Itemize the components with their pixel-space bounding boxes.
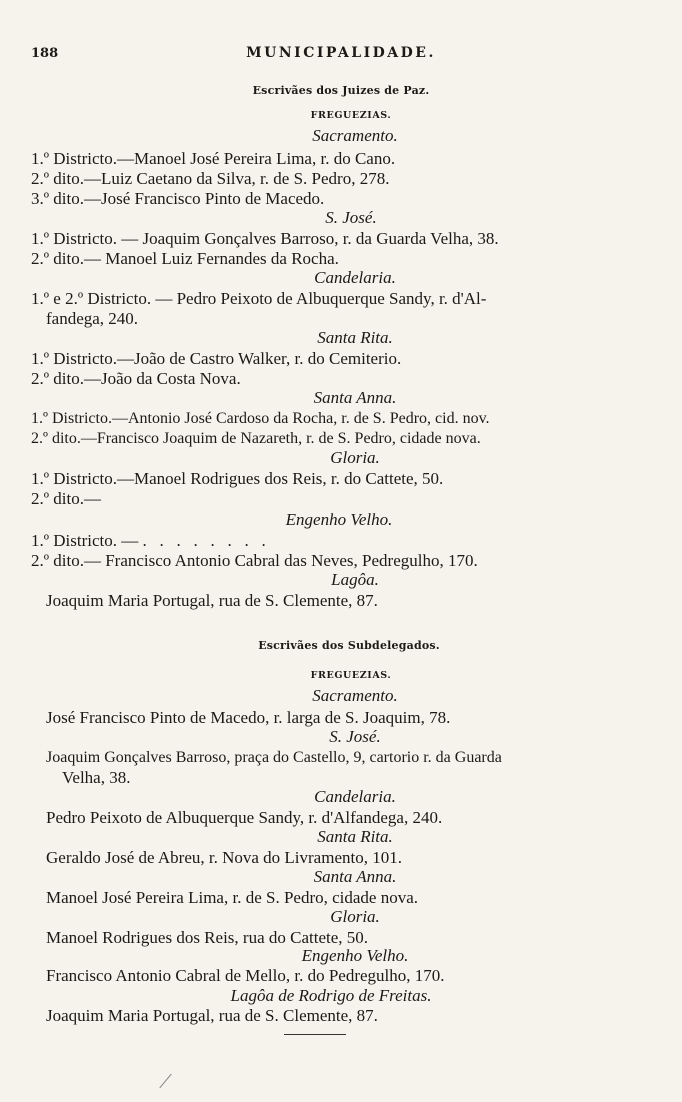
entry-line: 2.º dito.—Luiz Caetano da Silva, r. de S. Pedro, 278. (31, 169, 390, 188)
parish-heading: Candelaria. (314, 268, 396, 287)
entry-line: 1.º Districto.—Manoel José Pereira Lima, r. do Cano. (31, 149, 396, 168)
parish-heading: Candelaria. (314, 787, 396, 806)
entry-line: 3.º dito.—José Francisco Pinto de Macedo. (31, 189, 325, 208)
parish-heading: Santa Anna. (313, 388, 397, 407)
entry-line: 1.º Districto. — Joaquim Gonçalves Barroso, r. da Guarda Velha, 38. (31, 229, 499, 248)
entry-line: 2.º dito.— Francisco Antonio Cabral das Neves, Pedregulho, 170. (31, 551, 478, 570)
entry-line: Manoel José Pereira Lima, r. de S. Pedro, cidade nova. (46, 888, 419, 907)
parish-heading: Engenho Velho. (285, 510, 393, 529)
freguezias-label: FREGUEZIAS. (310, 670, 392, 681)
entry-line: Joaquim Maria Portugal, rua de S. Clemente, 87. (46, 1006, 378, 1025)
parish-heading: Sacramento. (312, 686, 398, 705)
parish-heading: S. José. (329, 727, 381, 746)
page-number: 188 (31, 46, 59, 61)
section-heading-juizes-de-paz: Escrivães dos Juizes de Paz. (252, 84, 430, 97)
parish-heading: Santa Rita. (317, 827, 393, 846)
entry-line: 2.º dito.— (31, 489, 101, 508)
parish-heading: Santa Anna. (313, 867, 397, 886)
entry-line: 1.º Districto.—João de Castro Walker, r. do Cemiterio. (31, 349, 402, 368)
closing-rule (284, 1034, 346, 1035)
entry-line: José Francisco Pinto de Macedo, r. larga de S. Joaquim, 78. (46, 708, 451, 727)
entry-line: Joaquim Maria Portugal, rua de S. Clemente, 87. (46, 591, 378, 610)
entry-line: 2.º dito.—João da Costa Nova. (31, 369, 241, 388)
freguezias-label: FREGUEZIAS. (310, 110, 392, 121)
entry-line: Pedro Peixoto de Albuquerque Sandy, r. d'Alfandega, 240. (46, 808, 443, 827)
entry-line: 1.º e 2.º Districto. — Pedro Peixoto de Albuquerque Sandy, r. d'Al- (31, 289, 487, 308)
parish-heading: Engenho Velho. (301, 946, 409, 965)
entry-line: 2.º dito.—Francisco Joaquim de Nazareth, r. de S. Pedro, cidade nova. (31, 430, 481, 447)
entry-line: Joaquim Gonçalves Barroso, praça do Castello, 9, cartorio r. da Guarda (46, 749, 502, 766)
parish-heading: S. José. (325, 208, 377, 227)
entry-line: Geraldo José de Abreu, r. Nova do Livramento, 101. (46, 848, 402, 867)
parish-heading: Gloria. (330, 907, 380, 926)
parish-heading: Gloria. (330, 448, 380, 467)
entry-line: 2.º dito.— Manoel Luiz Fernandes da Rocha. (31, 249, 339, 268)
section-heading-subdelegados: Escrivães dos Subdelegados. (258, 639, 440, 652)
entry-line: Manoel Rodrigues dos Reis, rua do Cattete, 50. (46, 928, 369, 947)
entry-line: Francisco Antonio Cabral de Mello, r. do Pedregulho, 170. (46, 966, 445, 985)
parish-heading: Lagôa de Rodrigo de Freitas. (230, 986, 432, 1005)
entry-line: Velha, 38. (62, 768, 131, 787)
parish-heading: Lagôa. (331, 570, 379, 589)
running-title: MUNICIPALIDADE. (246, 45, 436, 61)
parish-heading: Sacramento. (312, 126, 398, 145)
entry-line: 1.º Districto. — . . . . . . . . (31, 531, 266, 550)
ink-mark (159, 1074, 171, 1088)
entry-line: 1.º Districto.—Manoel Rodrigues dos Reis, r. do Cattete, 50. (31, 469, 444, 488)
entry-line: fandega, 240. (46, 309, 139, 328)
parish-heading: Santa Rita. (317, 328, 393, 347)
entry-line: 1.º Districto.—Antonio José Cardoso da Rocha, r. de S. Pedro, cid. nov. (31, 410, 490, 427)
